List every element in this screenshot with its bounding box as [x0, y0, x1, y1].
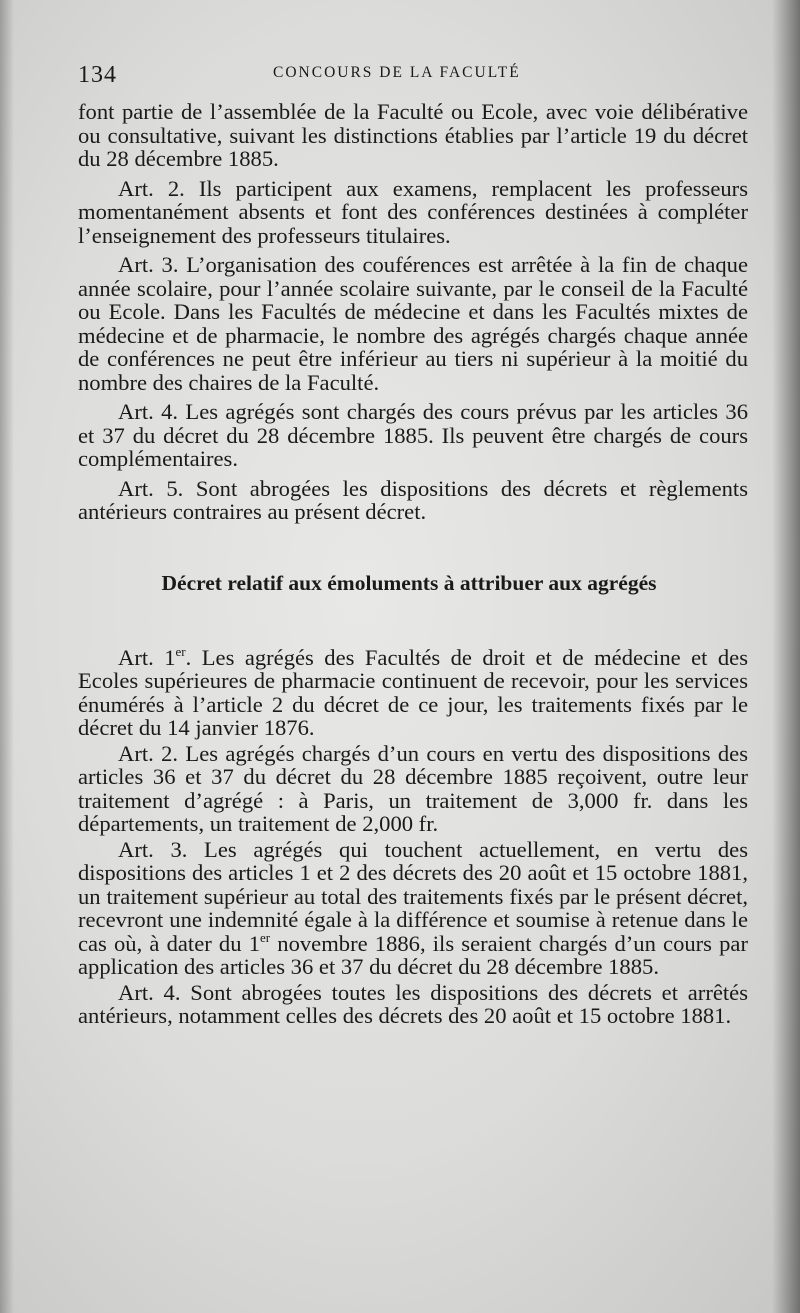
page-content: [78, 56, 748, 1028]
art1-text: . Les agrégés des Facultés de droit et de médecine et des Ecoles supérieures de pharmacie continuent de recevoir, pour les services énumérés à l’article 2 du décret de ce jour, les traitements fixés par le décret du 14 janvier 1876.: [78, 644, 748, 740]
decree-article-2-paragraph: Art. 2. Les agrégés chargés d’un cours en vertu des dispositions des articles 36 et 37 du décret du 28 décembre 1885 reçoivent, outre leur traitement d’agrégé : à Paris, un traitement de 3,000 fr. dans les départements, un traitement de 2,000 fr.: [78, 740, 748, 836]
page-shadow-right: [772, 0, 800, 1313]
article-4-paragraph: Art. 4. Les agrégés sont chargés des cours prévus par les articles 36 et 37 du décret du 28 décembre 1885. Ils peuvent être chargés de cours complémentaires.: [78, 399, 748, 471]
article-5-paragraph: Art. 5. Sont abrogées les dispositions des décrets et règlements antérieurs contraires au présent décret.: [78, 475, 748, 524]
decree-article-1-paragraph: [78, 643, 748, 740]
art1-superscript: er: [175, 643, 186, 659]
page-header: [78, 56, 748, 100]
section-title: Décret relatif aux émoluments à attribuer aux agrégés: [161, 570, 657, 595]
decree-article-4-paragraph: Art. 4. Sont abrogées toutes les dispositions des décrets et arrêtés antérieurs, notamment celles des décrets des 20 août et 15 octobre 1881.: [78, 979, 748, 1028]
art3-text-part2: novembre 1886, ils seraient chargés d’un cours par application des articles 36 et 37 du décret du 28 décembre 1885.: [78, 930, 748, 979]
art1-prefix: Art. 1: [118, 644, 176, 670]
continuation-paragraph: font partie de l’assemblée de la Faculté ou Ecole, avec voie délibérative ou consultative, suivant les distinctions établies par l’article 19 du décret du 28 décembre 1885.: [78, 99, 748, 171]
article-2-paragraph: Art. 2. Ils participent aux examens, remplacent les professeurs momentanément absents et font des conférences destinées à compléter l’enseignement des professeurs titulaires.: [78, 175, 748, 248]
article-3-paragraph: Art. 3. L’organisation des couférences est arrêtée à la fin de chaque année scolaire, pour l’année scolaire suivante, par le conseil de la Faculté ou Ecole. Dans les Facultés de médecine et dans les Facultés mixtes de médecine et de pharmacie, le nombre des agrégés chargés chaque année de conférences ne peut être inférieur au tiers ni supérieur à la moitié du nombre des chaires de la Faculté.: [78, 252, 748, 395]
art3-text-part1: Art. 3. Les agrégés qui touchent actuellement, en vertu des dispositions des articles 1 et 2 des décrets des 20 août et 15 octobre 1881, un traitement supérieur au total des traitements fixés par le présent décret, recevront une indemnité égale à la différence et soumise à retenue dans le cas où, à dater du 1: [78, 836, 748, 956]
page-shadow-left: [0, 0, 14, 1313]
art3-superscript: er: [260, 929, 271, 945]
page-number: 134: [78, 62, 117, 88]
decree-article-3-paragraph: [78, 838, 748, 979]
running-head: CONCOURS DE LA FACULTÉ: [273, 64, 521, 81]
